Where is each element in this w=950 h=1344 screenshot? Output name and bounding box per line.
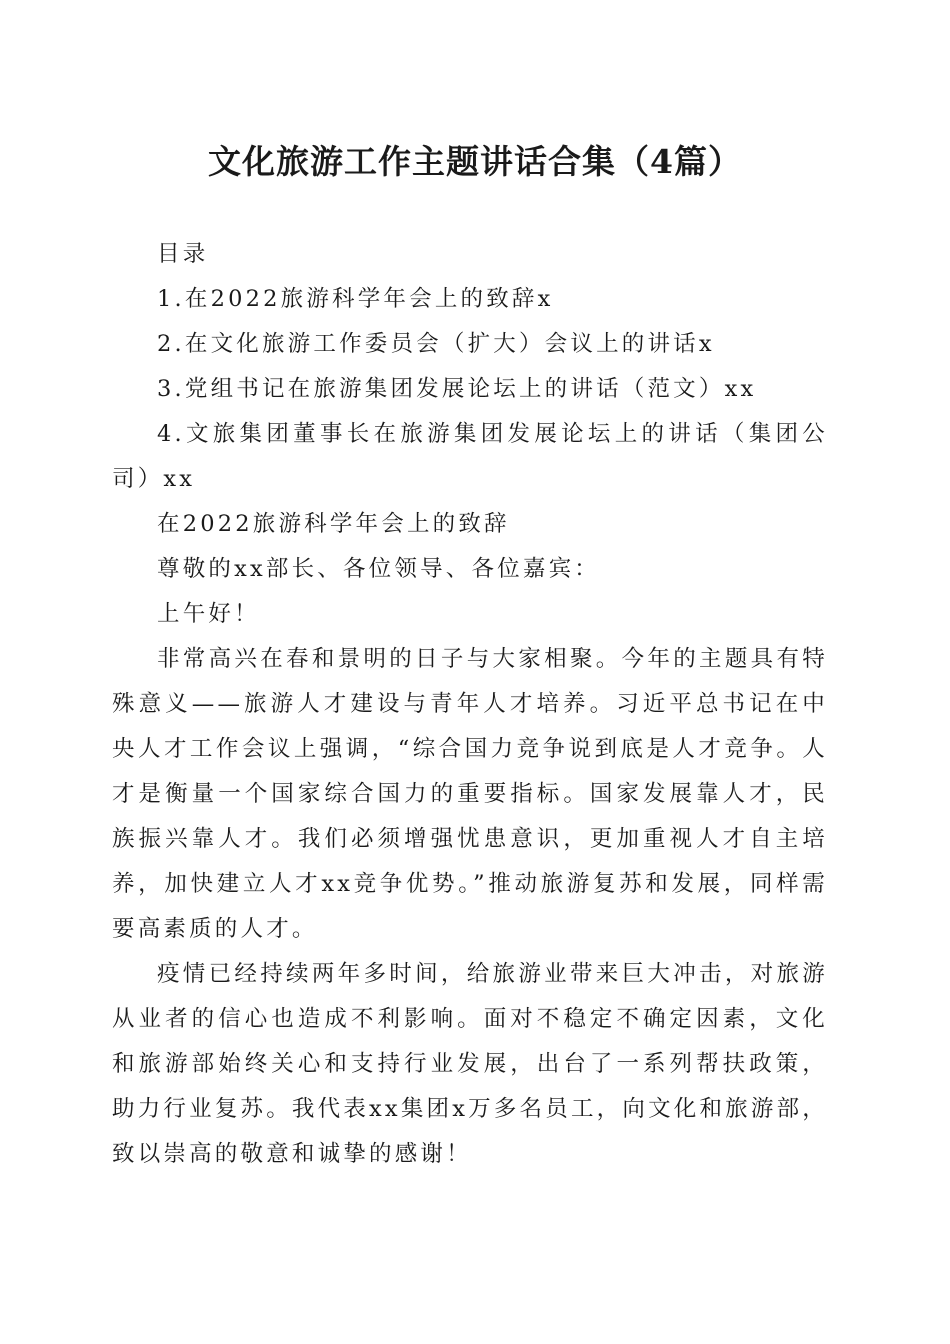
toc-item: 1.在2022旅游科学年会上的致辞x [157,286,554,312]
toc-item: 3.党组书记在旅游集团发展论坛上的讲话（范文）xx [157,376,757,402]
body-paragraph: 非常高兴在春和景明的日子与大家相聚。今年的主题具有特殊意义——旅游人才建设与青年人才培养。习近平总书记在中央人才工作会议上强调，“综合国力竞争说到底是人才竞争。人才是衡量一个国家综合国力的重要指标。国家发展靠人才，民族振兴靠人才。我们必须增强忧患意识，更加重视人才自主培养，加快建立人才xx竞争优势。”推动旅游复苏和发展，同样需要高素质的人才。 [112,646,828,942]
toc-item: 4.文旅集团董事长在旅游集团发展论坛上的讲话（集团公司）xx [112,421,828,492]
speech-greeting: 上午好！ [157,601,260,627]
speech-salutation: 尊敬的xx部长、各位领导、各位嘉宾： [157,556,600,582]
document-title: 文化旅游工作主题讲话合集（4篇） [208,142,742,181]
toc-heading: 目录 [157,241,209,267]
speech-title: 在2022旅游科学年会上的致辞 [157,511,510,537]
toc-item: 2.在文化旅游工作委员会（扩大）会议上的讲话x [157,331,715,357]
body-paragraph: 疫情已经持续两年多时间，给旅游业带来巨大冲击，对旅游从业者的信心也造成不利影响。面对不稳定不确定因素，文化和旅游部始终关心和支持行业发展，出台了一系列帮扶政策，助力行业复苏。我代表xx集团x万多名员工，向文化和旅游部，致以崇高的敬意和诚挚的感谢！ [112,961,828,1167]
document-body [112,232,828,1177]
